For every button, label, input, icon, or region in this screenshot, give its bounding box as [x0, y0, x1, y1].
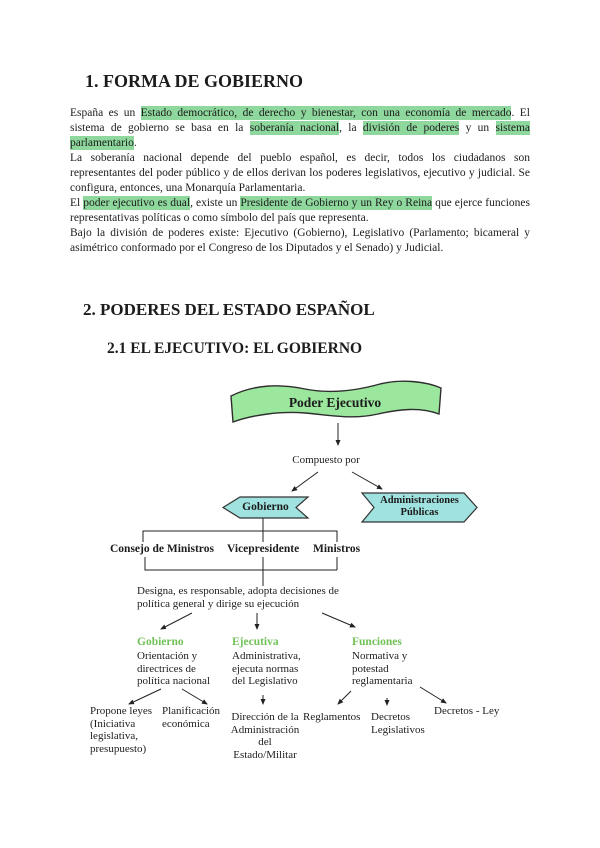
arrow-to-administraciones — [352, 472, 382, 489]
administraciones-chevron-label: Administraciones Públicas — [380, 495, 459, 518]
plain-text: La soberanía nacional depende del pueblo español, es decir, todos los ciudadanos son representantes del poder público y de ellos derivan los poderes legislativos, ejecutivo y judicial. Se configura, entonces, una Monarquía Parlamentaria. — [70, 152, 530, 194]
banner-title: Poder Ejecutivo — [288, 395, 382, 410]
compuesto-por-label: Compuesto por — [292, 454, 360, 466]
plain-text: El — [70, 197, 84, 209]
bracket-top — [143, 531, 337, 542]
col-desc-gobierno: Orientación y directrices de política nacional — [137, 650, 210, 687]
member-consejo-de-ministros: Consejo de Ministros — [110, 543, 214, 555]
paragraph — [70, 226, 530, 256]
col-label-gobierno: Gobierno — [137, 636, 184, 648]
paragraph — [70, 106, 530, 151]
plain-text: , la — [339, 122, 363, 134]
plain-text: Bajo la división de poderes existe: Ejecutivo (Gobierno), Legislativo (Parlamento; bicameral y asimétrico conformado por el Congreso de los Diputados y el Senado) y Judicial. — [70, 227, 530, 254]
member-vicepresidente: Vicepresidente — [227, 543, 300, 555]
arrow-to-planificacion — [182, 689, 207, 704]
arrow-to-decretos-ley — [420, 687, 446, 703]
col-desc-funciones: Normativa y potestad reglamentaria — [352, 650, 413, 687]
highlighted-text: Presidente de Gobierno y un Rey o Reina — [240, 197, 433, 209]
heading-poderes-del-estado: 2. PODERES DEL ESTADO ESPAÑOL — [83, 300, 375, 319]
highlighted-text: soberanía nacional — [249, 122, 340, 134]
highlighted-text: Estado democrático, de derecho y bienestar, con una economía de mercado — [140, 107, 512, 119]
designa-note: Designa, es responsable, adopta decisiones de política general y dirige su ejecución — [137, 585, 339, 610]
bracket-bottom — [145, 557, 337, 586]
col-label-ejecutiva: Ejecutiva — [232, 636, 279, 648]
plain-text: , existe un — [190, 197, 241, 209]
leaf-propone-leyes: Propone leyes (Iniciativa legislativa, presupuesto) — [90, 705, 153, 755]
gobierno-chevron-label: Gobierno — [242, 501, 289, 513]
leaf-direccion-administracion: Dirección de la Administración del Estado/Militar — [230, 711, 300, 761]
paragraph — [70, 151, 530, 196]
heading-el-ejecutivo: 2.1 EL EJECUTIVO: EL GOBIERNO — [107, 340, 363, 357]
arrow-to-col-funciones — [322, 613, 355, 627]
intro-paragraphs — [70, 106, 530, 256]
plain-text: y un — [459, 122, 496, 134]
col-desc-ejecutiva: Administrativa, ejecuta normas del Legislativo — [232, 650, 301, 687]
plain-text: . — [133, 137, 137, 149]
leaf-decretos-legislativos: Decretos Legislativos — [371, 711, 425, 736]
member-ministros: Ministros — [313, 543, 361, 555]
heading-forma-de-gobierno: 1. FORMA DE GOBIERNO — [85, 71, 304, 91]
arrow-to-propone-leyes — [129, 689, 161, 704]
leaf-planificacion-economica: Planificación económica — [162, 705, 221, 730]
paragraph — [70, 196, 530, 226]
plain-text: . El sistema de gobierno se basa en la — [70, 107, 530, 134]
arrow-to-col-gobierno — [161, 613, 192, 629]
plain-text: que ejerce funciones representativas políticas o como símbolo del país que representa. — [70, 197, 530, 224]
arrow-to-reglamentos — [338, 691, 351, 704]
col-label-funciones: Funciones — [352, 636, 402, 648]
arrow-to-gobierno — [292, 472, 318, 491]
leaf-reglamentos: Reglamentos — [303, 711, 361, 723]
highlighted-text: sistema parlamentario — [70, 122, 531, 149]
leaf-decretos-ley: Decretos - Ley — [434, 705, 500, 717]
highlighted-text: poder ejecutivo es dual — [83, 197, 191, 209]
highlighted-text: división de poderes — [362, 122, 460, 134]
plain-text: España es un — [70, 107, 141, 119]
